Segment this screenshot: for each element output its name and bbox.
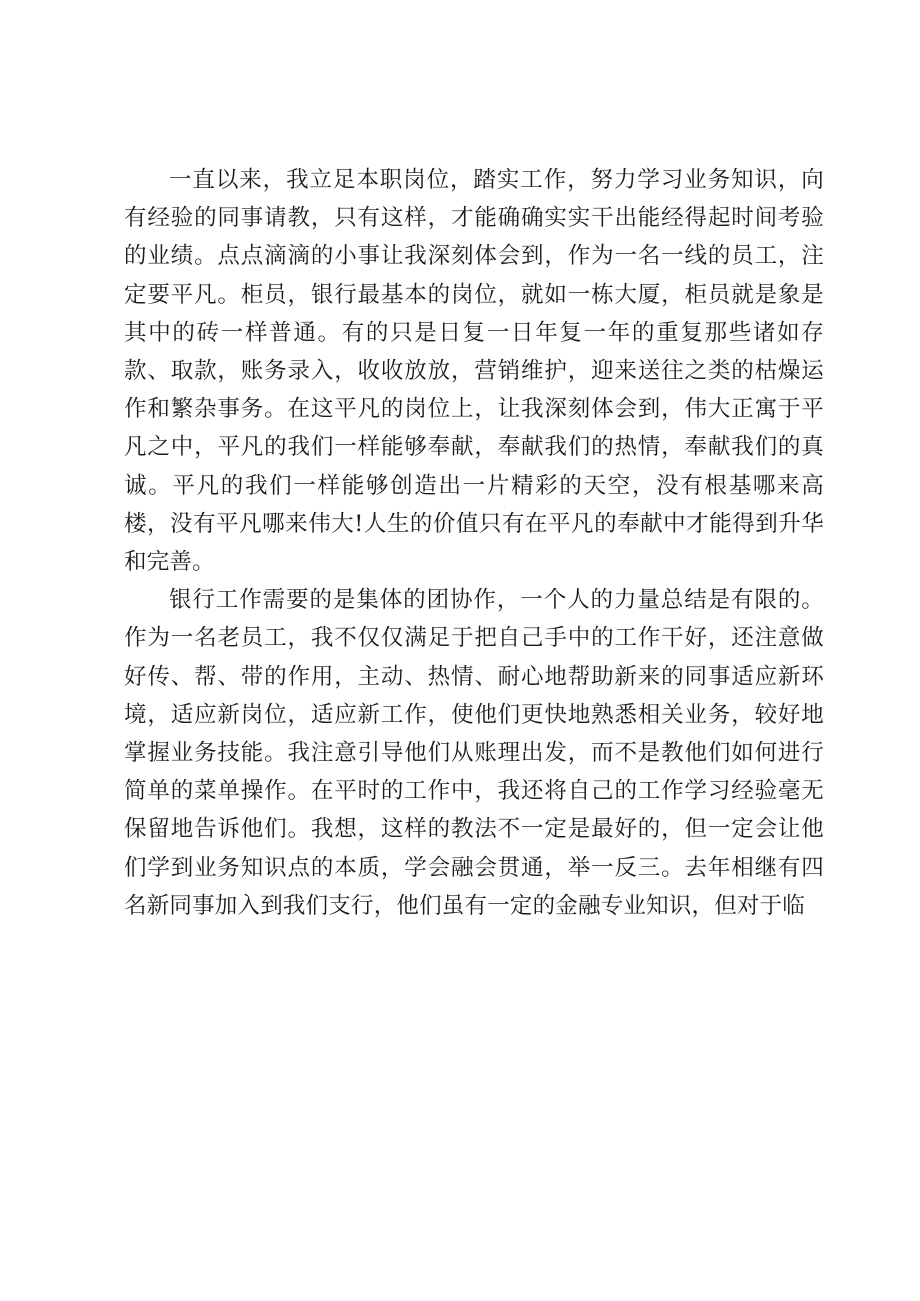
document-body — [124, 161, 824, 925]
paragraph-1: 一直以来，我立足本职岗位，踏实工作，努力学习业务知识，向有经验的同事请教，只有这样，才能确确实实干出能经得起时间考验的业绩。点点滴滴的小事让我深刻体会到，作为一名一线的员工，注定要平凡。柜员，银行最基本的岗位，就如一栋大厦，柜员就是象是其中的砖一样普通。有的只是日复一日年复一年的重复那些诸如存款、取款，账务录入，收收放放，营销维护，迎来送往之类的枯燥运作和繁杂事务。在这平凡的岗位上，让我深刻体会到，伟大正寓于平凡之中，平凡的我们一样能够奉献，奉献我们的热情，奉献我们的真诚。平凡的我们一样能够创造出一片精彩的天空，没有根基哪来高楼，没有平凡哪来伟大!人生的价值只有在平凡的奉献中才能得到升华和完善。 — [124, 167, 824, 576]
paragraph-2: 银行工作需要的是集体的团协作，一个人的力量总结是有限的。作为一名老员工，我不仅仅满足于把自己手中的工作干好，还注意做好传、帮、带的作用，主动、热情、耐心地帮助新来的同事适应新环境，适应新岗位，适应新工作，使他们更快地熟悉相关业务，较好地掌握业务技能。我注意引导他们从账理出发，而不是教他们如何进行简单的菜单操作。在平时的工作中，我还将自己的工作学习经验毫无保留地告诉他们。我想，这样的教法不一定是最好的，但一定会让他们学到业务知识点的本质，学会融会贯通，举一反三。去年相继有四名新同事加入到我们支行，他们虽有一定的金融专业知识，但对于临 — [124, 587, 824, 919]
